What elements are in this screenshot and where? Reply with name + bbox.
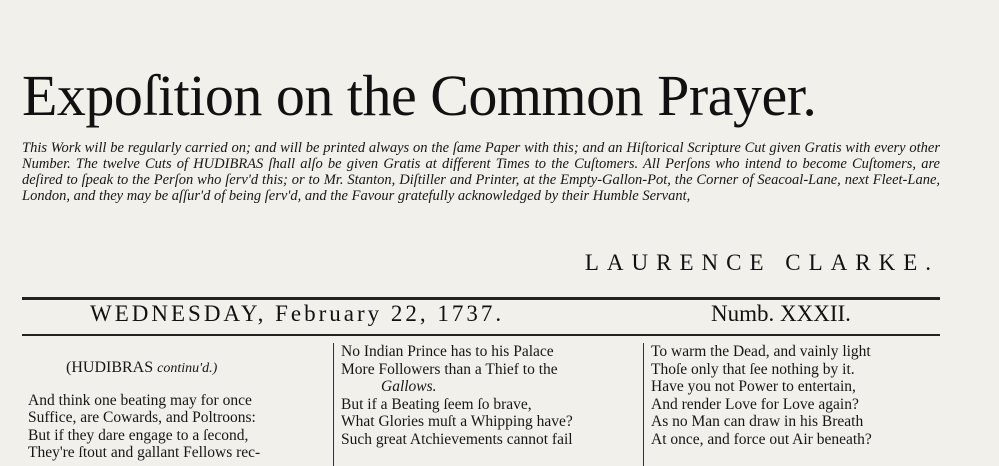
verse-line: Have you not Power to entertain, [651,378,856,395]
verse-line: But if they dare engage to a ſecond, [28,426,249,444]
verse-line: Suffice, are Cowards, and Poltroons: [28,409,256,426]
text-column-1 [28,343,324,466]
verse-line: Gallows. [381,378,437,395]
verse-line: No Indian Prince has to his Palace [341,343,554,360]
column-heading-title: (HUDIBRAS [66,359,154,376]
verse-line: They're ſtout and gallant Fellows rec- [28,444,261,461]
verse-line: More Followers than a Thief to the [341,360,558,378]
column-divider [643,343,644,466]
issue-number: Numb. XXXII. [711,301,851,326]
verse-line: What Glories muſt a Whipping have? [341,413,573,430]
verse-line: Thoſe only that ſee nothing by it. [651,360,855,378]
verse-line: And render Love for Love again? [651,395,859,413]
dateline-bottom-rule [22,334,940,336]
text-column-2 [341,343,637,466]
verse-line: At once, and force out Air beneath? [651,430,872,448]
verse-line: And think one beating may for once [28,391,252,409]
column-heading-suffix: continu'd.) [157,361,218,376]
masthead-signature: LAURENCE CLARKE. [584,250,939,275]
verse-line: To warm the Dead, and vainly light [651,343,871,360]
text-column-3 [651,343,951,466]
column-heading [66,359,324,378]
masthead-notice: This Work will be regularly carried on; and will be printed always on the ſame Paper with this; and an Hiſtorical Scripture Cut given Gratis with every other Number. The twelve Cuts of HUDIBRAS ſhall alſo be given Gratis at different Times to the Cuſtomers. All Perſons who intend to become Cuſtomers, are deſired to ſpeak to the Perſon who ſerv'd this; or to Mr. Stanton, Diſtiller and Printer, at the Empty-Gallon-Pot, the Corner of Seacoal-Lane, next Fleet-Lane, London, and they may be aſſur'd of being ſerv'd, and the Favour gratefully acknowledged by their Humble Servant, [22,140,940,204]
verse-line: Such great Atchievements cannot fail [341,430,573,448]
verse-line: As no Man can draw in his Breath [651,413,864,430]
dateline-top-rule [22,297,940,300]
column-divider [333,343,334,466]
verse-line: But if a Beating ſeem ſo brave, [341,395,532,413]
masthead-title: Expoſition on the Common Prayer. [22,63,817,128]
issue-date: WEDNESDAY, February 22, 1737. [90,301,505,326]
